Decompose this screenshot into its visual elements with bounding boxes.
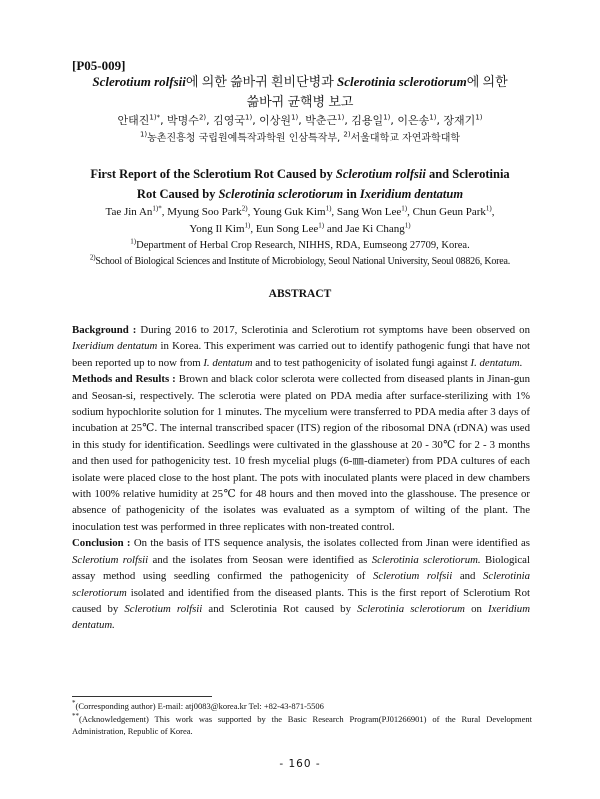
english-author: , Chun Geun Park <box>407 206 486 218</box>
author-sup: 1) <box>401 204 408 213</box>
author-sup: 1) <box>383 113 391 122</box>
english-author: and Jae Ki Chang <box>324 223 405 235</box>
korean-title-line2: 쓺바귀 균핵병 보고 <box>246 94 354 109</box>
footnote-divider <box>72 696 212 697</box>
author-sup: 1) <box>404 221 411 230</box>
affil-sup: 2) <box>89 253 96 262</box>
section-label: Methods and Results : <box>72 373 176 386</box>
author-sup: 1) <box>318 221 325 230</box>
body-text: isolated and identified from the diseased plants. This is the first report of Sclerotium Rot caused by <box>72 586 530 615</box>
korean-author: , 이상원 <box>252 114 292 127</box>
english-author: , Sang Won Lee <box>331 206 402 218</box>
sci-name: Ixeridium dentatum. <box>72 602 530 632</box>
english-author: , Myung Soo Park <box>161 206 242 218</box>
english-title-text: in <box>343 187 360 201</box>
section-label: Background : <box>72 324 137 336</box>
footnote-acknowledgement <box>72 713 532 737</box>
author-sup: 1) <box>337 113 345 122</box>
english-title-sci: Ixeridium dentatum <box>359 187 464 201</box>
english-affiliation-1 <box>60 238 540 254</box>
methods-paragraph <box>72 371 530 535</box>
sci-name: Sclerotinia sclerotiorum. <box>371 553 481 566</box>
body-text: During 2016 to 2017, Sclerotinia and Sclerotium rot symptoms have been observed on <box>136 324 530 336</box>
body-text: On the basis of ITS sequence analysis, the isolates collected from Jinan were identified as <box>130 537 530 550</box>
affil-text: Department of Herbal Crop Research, NIHHS, RDA, Eumseong 27709, Korea. <box>136 240 470 251</box>
english-title-sci: Sclerotinia sclerotiorum <box>218 187 344 201</box>
author-sup: 1)* <box>149 113 161 122</box>
korean-title-end: 에 의한 <box>466 74 508 89</box>
page-number <box>0 758 600 770</box>
english-title-line2 <box>60 184 540 204</box>
english-affiliation-2 <box>60 254 540 270</box>
sci-name: Sclerotium rolfsii <box>124 602 203 615</box>
author-sup: 2) <box>198 113 207 122</box>
author-sup: 1) <box>485 204 492 213</box>
footnote-text: (Corresponding author) E-mail: atj0083@korea.kr Tel: +82-43-871-5506 <box>75 701 324 711</box>
author-sup: 1) <box>244 221 251 230</box>
english-author: Tae Jin An <box>105 206 153 218</box>
body-text: on <box>464 602 489 615</box>
english-author: , Young Guk Kim <box>247 206 326 218</box>
korean-title-mid: 에 의한 쓺바귀 흰비단병과 <box>185 74 338 89</box>
affil-sup: 2) <box>343 130 351 139</box>
korean-author: 안태진 <box>117 114 150 127</box>
english-title-line1 <box>60 164 540 184</box>
abstract-body <box>72 322 530 634</box>
sci-name: Sclerotium rolfsii <box>372 570 453 583</box>
body-text: in Korea. This experiment was carried out to identify pathogenic fungi that have not been reported up to now from <box>72 340 530 369</box>
korean-author: , 박명수 <box>160 114 199 127</box>
sci-name: Sclerotinia sclerotiorum <box>357 602 465 615</box>
english-authors-line1 <box>60 204 540 221</box>
footnote-mark: * <box>72 699 76 708</box>
korean-author: , 장재기 <box>436 114 476 127</box>
english-title-text: Rot Caused by <box>136 187 219 201</box>
footnote-corresponding <box>72 700 532 712</box>
english-authors-line2 <box>60 221 540 238</box>
author-sup: 1)* <box>152 204 162 213</box>
sci-name: Sclerotinia sclerotiorum <box>72 570 530 599</box>
background-paragraph <box>72 322 530 371</box>
english-title-text: First Report of the Sclerotium Rot Caused by <box>90 167 336 181</box>
korean-affiliations <box>60 131 540 147</box>
korean-author: , 김영국 <box>206 114 245 127</box>
footnote-mark: ** <box>72 712 79 721</box>
sci-name: Ixeridium dentatum <box>72 340 158 353</box>
body-text: Brown and black color sclerota were collected from diseased plants in Jinan-gun and Seosan-si, respectively. The sclerotia were plated on PDA media after surface-sterilizing with 1% sodium hypochlorite solution for 1 minutes. The mycelium were transferred to PDA media after 3 days of incubation at 25℃. The internal transcribed spacer (ITS) region of the ribosomal DNA (rDNA) was used in this study for identification. Seedlings were cultivated in the glasshouse at 20 - 30℃ for 2 - 3 months and then used for pathogenicity test. 10 fresh mycelial plugs (6-㎜-diameter) from PDA cultures of each isolate were placed close to the host plant. The pots with inoculated plants were placed in dew chambers with 100% relative humidity at 25℃ for 48 hours and then moved into the glasshouse. The presence or absence of pathogenicity of the isolates was evaluated as a symptom of wilting of the plant. The inoculation test was performed in three replicates with non-treated control. <box>72 373 530 533</box>
korean-authors <box>60 113 540 129</box>
korean-affil-1: 농촌진흥청 국립원예특작과학원 인삼특작부, <box>147 133 344 144</box>
korean-title-line1 <box>60 72 540 92</box>
english-title-sci: Sclerotium rolfsii <box>335 167 426 181</box>
paper-code: [P05-009] <box>72 58 126 73</box>
sci-name: Sclerotium rolfsii <box>72 553 149 566</box>
abstract-heading: ABSTRACT <box>268 288 332 300</box>
affil-text: School of Biological Sciences and Institute of Microbiology, Seoul National University, Seoul 08826, Korea. <box>95 256 511 267</box>
english-author: , <box>491 206 495 218</box>
page-number-text: - 160 - <box>279 758 321 770</box>
body-text: Biological assay method using seedling confirmed the pathogenicity of <box>72 553 530 583</box>
body-text: and the isolates from Seosan were identified as <box>148 553 372 566</box>
english-title-text: and Sclerotinia <box>425 167 510 181</box>
body-text: and Sclerotinia Rot caused by <box>202 602 358 615</box>
sci-name: I. dentatum <box>203 356 253 369</box>
author-sup: 1) <box>475 113 483 122</box>
body-text: and <box>452 570 484 583</box>
affil-sup: 1) <box>130 237 137 246</box>
korean-author: , 김용일 <box>344 114 384 127</box>
korean-author: , 이은송 <box>390 114 430 127</box>
author-sup: 1) <box>245 113 253 122</box>
korean-title-sci2: Sclerotinia sclerotiorum <box>337 74 467 89</box>
author-sup: 1) <box>291 113 299 122</box>
author-sup: 1) <box>325 204 332 213</box>
korean-affil-2: 서울대학교 자연과학대학 <box>350 133 461 144</box>
footnote-text: (Acknowledgement) This work was supported by the Basic Research Program(PJ01266901) of the Rural Development Administration, Republic of Korea. <box>72 714 532 736</box>
body-text: and to test pathogenicity of isolated fungi against <box>252 356 471 369</box>
korean-title-sci1: Sclerotium rolfsii <box>92 74 186 89</box>
english-author: Yong Il Kim <box>189 223 245 235</box>
sci-name: I. dentatum. <box>470 356 523 369</box>
english-author: , Eun Song Lee <box>250 223 319 235</box>
author-sup: 1) <box>429 113 437 122</box>
affil-sup: 1) <box>139 130 148 139</box>
author-sup: 2) <box>241 204 248 213</box>
section-label: Conclusion : <box>72 537 131 550</box>
conclusion-paragraph <box>72 535 530 633</box>
korean-author: , 박춘근 <box>298 114 338 127</box>
